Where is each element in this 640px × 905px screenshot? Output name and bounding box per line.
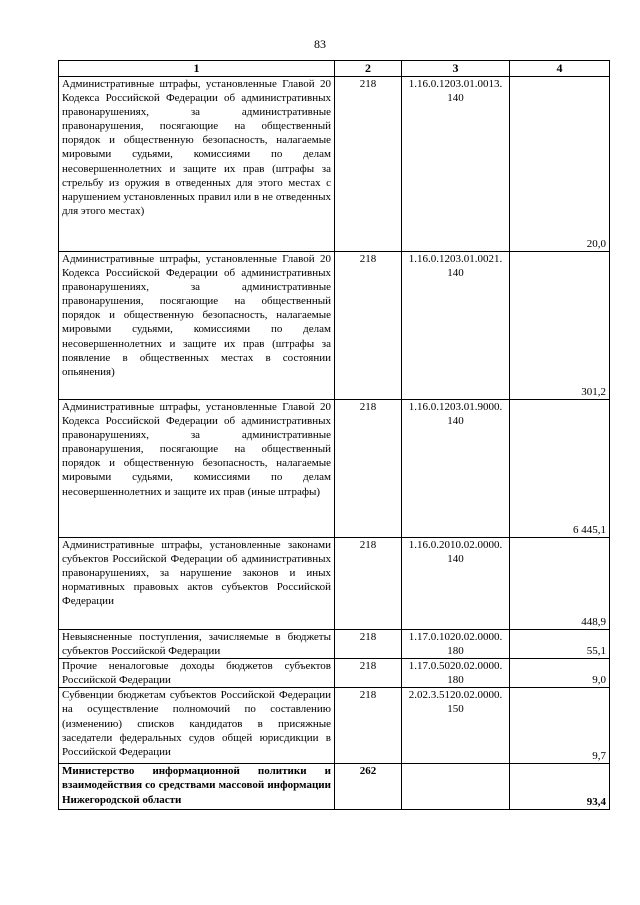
row-description: Министерство информационной политики и взаимодействия со средствами массовой информации Нижегородской области <box>59 764 335 810</box>
column-header: 2 <box>335 61 402 77</box>
kbk-code: 1.17.0.5020.02.0000. <box>408 660 503 673</box>
row-description: Прочие неналоговые доходы бюджетов субъектов Российской Федерации <box>59 659 335 688</box>
table-row <box>59 252 610 400</box>
kbk-code: 1.17.0.1020.02.0000. <box>408 631 503 643</box>
row-admin-code: 218 <box>335 659 402 688</box>
row-admin-code: 218 <box>335 77 402 252</box>
kbk-suffix: 140 <box>447 267 464 280</box>
row-kbk <box>402 77 510 252</box>
row-kbk <box>402 630 510 659</box>
table-row-ministry <box>59 764 610 810</box>
table-row <box>59 659 610 688</box>
kbk-suffix: 180 <box>447 645 464 658</box>
row-kbk <box>402 538 510 630</box>
row-admin-code: 218 <box>335 400 402 538</box>
row-description: Административные штрафы, установленные Главой 20 Кодекса Российской Федерации об административных правонарушениях, за административные правонарушения, посягающие на общественный порядок и общественную безопасность, налагаемые мировыми судьями, комиссиями по делам несовершеннолетних и защите их прав (штрафы за появление в общественных местах в состоянии опьянения) <box>59 252 335 400</box>
kbk-code: 1.16.0.1203.01.0021. <box>408 253 503 265</box>
row-admin-code: 218 <box>335 630 402 659</box>
row-amount: 301,2 <box>510 252 610 400</box>
row-amount: 20,0 <box>510 77 610 252</box>
table-row <box>59 400 610 538</box>
row-amount: 9,0 <box>510 659 610 688</box>
kbk-suffix: 140 <box>447 92 464 105</box>
row-admin-code: 218 <box>335 688 402 764</box>
row-amount: 93,4 <box>510 764 610 810</box>
row-admin-code: 218 <box>335 252 402 400</box>
revenue-table <box>58 60 610 810</box>
row-kbk <box>402 688 510 764</box>
column-header: 1 <box>59 61 335 77</box>
row-description: Невыясненные поступления, зачисляемые в бюджеты субъектов Российской Федерации <box>59 630 335 659</box>
kbk-code: 1.16.0.2010.02.0000. <box>408 539 503 551</box>
row-admin-code: 262 <box>335 764 402 810</box>
kbk-code: 2.02.3.5120.02.0000. <box>408 689 503 702</box>
row-amount: 448,9 <box>510 538 610 630</box>
row-admin-code: 218 <box>335 538 402 630</box>
table-row <box>59 688 610 764</box>
row-amount: 9,7 <box>510 688 610 764</box>
row-description: Административные штрафы, установленные законами субъектов Российской Федерации об административных правонарушениях, за нарушение законов и иных нормативных правовых актов субъектов Российской Федерации <box>59 538 335 630</box>
row-kbk <box>402 764 510 810</box>
column-header: 3 <box>402 61 510 77</box>
row-description: Административные штрафы, установленные Главой 20 Кодекса Российской Федерации об административных правонарушениях, за административные правонарушения, посягающие на общественный порядок и общественную безопасность, налагаемые мировыми судьями, комиссиями по делам несовершеннолетних и защите их прав (штрафы за стрельбу из оружия в отведенных для этого местах с нарушением установленных правил или в не отведенных для этого местах) <box>59 77 335 252</box>
table-row <box>59 630 610 659</box>
row-description: Субвенции бюджетам субъектов Российской Федерации на осуществление полномочий по составлению (изменению) списков кандидатов в присяжные заседатели федеральных судов общей юрисдикции в Российской Федерации <box>59 688 335 764</box>
table-row <box>59 77 610 252</box>
row-amount: 55,1 <box>510 630 610 659</box>
page-number: 83 <box>314 37 326 51</box>
row-kbk <box>402 659 510 688</box>
kbk-suffix: 140 <box>447 415 464 428</box>
table-row <box>59 538 610 630</box>
kbk-suffix: 150 <box>447 703 464 716</box>
kbk-code: 1.16.0.1203.01.9000. <box>408 401 503 413</box>
row-description: Административные штрафы, установленные Главой 20 Кодекса Российской Федерации об административных правонарушениях, за административные правонарушения, посягающие на общественный порядок и общественную безопасность, налагаемые мировыми судьями, комиссиями по делам несовершеннолетних и защите их прав (иные штрафы) <box>59 400 335 538</box>
kbk-suffix: 180 <box>447 674 464 687</box>
column-header: 4 <box>510 61 610 77</box>
row-amount: 6 445,1 <box>510 400 610 538</box>
row-kbk <box>402 400 510 538</box>
kbk-suffix: 140 <box>447 553 464 566</box>
row-kbk <box>402 252 510 400</box>
table-header-row <box>59 61 610 77</box>
kbk-code: 1.16.0.1203.01.0013. <box>408 78 503 90</box>
